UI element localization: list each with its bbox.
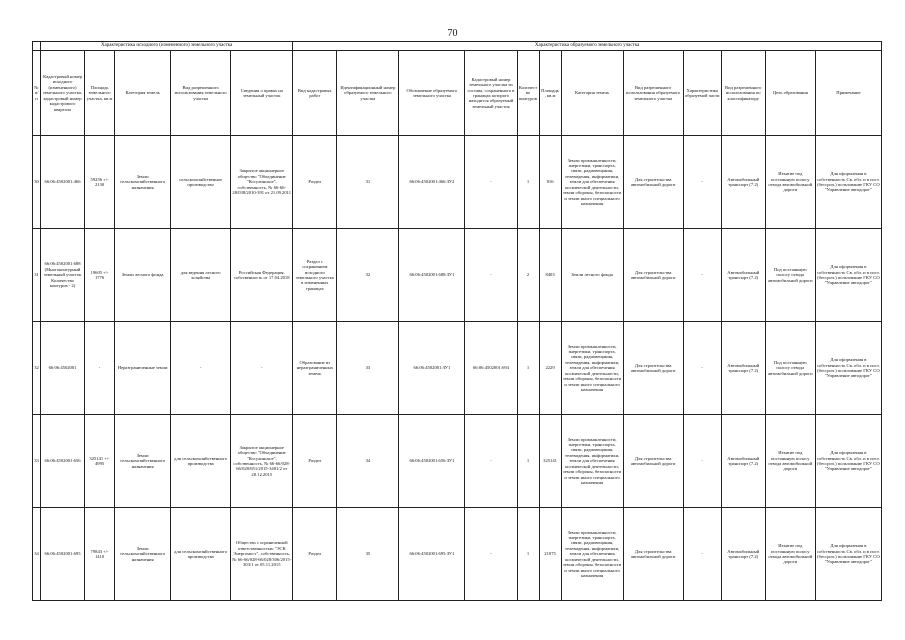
cell-note: Для оформления в собственность Св. обл. и в пост. (бессроч.) пользование ГКУ СО "Управление автодорог"	[815, 415, 881, 508]
cell-part: -	[683, 136, 721, 229]
cell-area: 59256 +/- 2130	[85, 136, 115, 229]
cell-work-type: Раздел	[293, 136, 337, 229]
cell-cadastral: 66:06:4502001:695	[41, 508, 85, 601]
cell-designation: 66:06:4502001:466:ЗУ2	[399, 136, 465, 229]
cell-parent-cadastral: -	[465, 229, 517, 322]
column-header: Цель образования	[765, 51, 815, 136]
cell-new-use: Для строительства автомобильной дороги	[623, 229, 683, 322]
column-header: Характеристика образуемой части	[683, 51, 721, 136]
group-header-row	[33, 42, 882, 51]
table-body	[33, 136, 882, 601]
column-header: Кадастровый номер земельного участка из состава, сохраненного в границах которого находится образуемый земельный участок	[465, 51, 517, 136]
cell-num: 31	[33, 229, 41, 322]
cell-note: Для оформления в собственность Св. обл. и в пост. (бессроч.) пользование ГКУ СО "Управление автодорог"	[815, 229, 881, 322]
cell-rights: -	[231, 322, 293, 415]
cell-classifier: Автомобильный транспорт (7.2)	[721, 415, 765, 508]
cell-note: Для оформления в собственность Св. обл. и в пост. (бессроч.) пользование ГКУ СО "Управление автодорог"	[815, 508, 881, 601]
cell-contours: 1	[517, 508, 539, 601]
cell-parent-cadastral: 66:06:4502001:694	[465, 322, 517, 415]
cell-contours: 1	[517, 322, 539, 415]
column-header: Вид разрешенного использования земельного участка	[171, 51, 231, 136]
cell-category: Неразграниченные земли	[115, 322, 171, 415]
column-header: Вид кадастровых работ	[293, 51, 337, 136]
cell-classifier: Автомобильный транспорт (7.2)	[721, 322, 765, 415]
cell-area: 79843 +/- 1410	[85, 508, 115, 601]
cell-num: 34	[33, 508, 41, 601]
column-header: Примечание	[815, 51, 881, 136]
column-header: Площадь, кв.м	[539, 51, 561, 136]
column-header: Сведения о правах на земельный участок	[231, 51, 293, 136]
cell-purpose: Изъятие под постоянную полосу отвода автомобильной дороги	[765, 415, 815, 508]
cell-designation: 66:06:4502001:656:ЗУ1	[399, 415, 465, 508]
group-header-source: Характеристика исходного (измененного) земельного участка	[41, 42, 293, 51]
cell-permitted-use: для сельскохозяйственного производства	[171, 415, 231, 508]
cell-part: -	[683, 229, 721, 322]
cell-id-number: 33	[337, 322, 399, 415]
cell-category: Земли сельскохозяйственного назначения	[115, 508, 171, 601]
cell-id-number: 34	[337, 415, 399, 508]
cell-new-category: Земли промышленности, энергетики, транспорта, связи, радиовещания, телевидения, информатики, земли для обеспечения космической деятельности, земли обороны, безопасности и земли иного специального назначения	[561, 415, 623, 508]
cell-new-area: 325141	[539, 415, 561, 508]
cell-rights: Общество с ограниченной ответственностью "ЭСК Энергомост", собственность, № 66-66/028-66/028/306/2015-303/1 от 05.11.2015	[231, 508, 293, 601]
cell-designation: 66:06:4502001:688:ЗУ1	[399, 229, 465, 322]
cell-note: Для оформления в собственность Св. обл. и в пост. (бессроч.) пользование ГКУ СО "Управление автодорог"	[815, 322, 881, 415]
column-header: Категория земель	[561, 51, 623, 136]
cell-work-type: Раздел	[293, 508, 337, 601]
cell-designation: 66:06:4502001:ЗУ1	[399, 322, 465, 415]
cell-rights: Закрытое акционерное общество "Объединение "Косулинское", собственность, № 66-66-28/038/2010-391 от 21.09.2011	[231, 136, 293, 229]
cell-new-category: Земли промышленности, энергетики, транспорта, связи, радиовещания, телевидения, информатики, земли для обеспечения космической деятельности, земли обороны, безопасности и земли иного специального назначения	[561, 136, 623, 229]
cell-rights: Российская Федерация, собственность от 17.04.2018	[231, 229, 293, 322]
cell-category: Земли сельскохозяйственного назначения	[115, 136, 171, 229]
cell-note: Для оформления в собственность Св. обл. и в пост. (бессроч.) пользование ГКУ СО "Управление автодорог"	[815, 136, 881, 229]
cell-classifier: Автомобильный транспорт (7.2)	[721, 508, 765, 601]
cell-cadastral: 66:06:4502001	[41, 322, 85, 415]
cell-num: 32	[33, 322, 41, 415]
cell-new-category: Земли промышленности, энергетики, транспорта, связи, радиовещания, телевидения, информатики, земли для обеспечения космической деятельности, земли обороны, безопасности и земли иного специального назначения	[561, 322, 623, 415]
column-header: № п/п	[33, 51, 41, 136]
cell-contours: 2	[517, 229, 539, 322]
cell-parent-cadastral: -	[465, 508, 517, 601]
cell-new-category: Земли лесного фонда	[561, 229, 623, 322]
cell-rights: Закрытое акционерное общество "Объединение "Косулинское", собственность, № 66-66/028-66/028/651/2015-3481/2 от 28.12.2015	[231, 415, 293, 508]
cell-new-area: 21075	[539, 508, 561, 601]
cell-permitted-use: для сельскохозяйственного производства	[171, 508, 231, 601]
column-header: Кадастровый номер исходного (измененного) земельного участка, кадастровый номер кадастрового квартала	[41, 51, 85, 136]
table-row	[33, 508, 882, 601]
page-number: 70	[447, 28, 458, 39]
cell-work-type: Раздел с сохранением исходного земельного участка в измененных границах	[293, 229, 337, 322]
cell-work-type: Раздел	[293, 415, 337, 508]
column-header: Идентификационный номер образуемого земельного участка	[337, 51, 399, 136]
cell-cadastral: 66:06:4502001:688 (Многоконтурный земельный участок Количество контуров - 2)	[41, 229, 85, 322]
cell-id-number: 32	[337, 229, 399, 322]
cell-purpose: Под постоянную полосу отвода автомобильной дороги	[765, 229, 815, 322]
group-header-blank	[33, 42, 41, 51]
column-header: Площадь земельного участка, кв.м	[85, 51, 115, 136]
cell-num: 33	[33, 415, 41, 508]
column-header: Вид разрешенного использования по классификатору	[721, 51, 765, 136]
column-header: Вид разрешенного использования образуемого земельного участка	[623, 51, 683, 136]
cell-new-area: 2229	[539, 322, 561, 415]
column-header: Категория земель	[115, 51, 171, 136]
cell-permitted-use: сельскохозяйственное производство	[171, 136, 231, 229]
cell-num: 30	[33, 136, 41, 229]
cell-new-use: Для строительства автомобильной дороги	[623, 415, 683, 508]
cell-parent-cadastral: -	[465, 415, 517, 508]
column-header: Количество контуров	[517, 51, 539, 136]
cell-new-category: Земли промышленности, энергетики, транспорта, связи, радиовещания, телевидения, информатики, земли для обеспечения космической деятельности, земли обороны, безопасности и земли иного специального назначения	[561, 508, 623, 601]
cell-category: Земли лесного фонда	[115, 229, 171, 322]
cell-permitted-use: -	[171, 322, 231, 415]
cell-classifier: Автомобильный транспорт (7.2)	[721, 136, 765, 229]
cell-contours: 1	[517, 136, 539, 229]
cell-purpose: Изъятие под постоянную полосу отвода автомобильной дороги	[765, 508, 815, 601]
cell-new-use: Для строительства автомобильной дороги	[623, 508, 683, 601]
cell-new-use: Для строительства автомобильной дороги	[623, 136, 683, 229]
cell-cadastral: 66:06:4502001:656	[41, 415, 85, 508]
cell-work-type: Образование из неразграниченных земель	[293, 322, 337, 415]
group-header-formed: Характеристика образуемого земельного участка	[293, 42, 882, 51]
cell-new-use: Для строительства автомобильной дороги	[623, 322, 683, 415]
cell-purpose: Под постоянную полосу отвода автомобильной дороги	[765, 322, 815, 415]
cell-new-area: 816	[539, 136, 561, 229]
column-header-row	[33, 51, 882, 136]
cell-id-number: 31	[337, 136, 399, 229]
cell-contours: 1	[517, 415, 539, 508]
table-row	[33, 136, 882, 229]
cell-part: -	[683, 322, 721, 415]
cell-part: -	[683, 415, 721, 508]
table-row	[33, 229, 882, 322]
table-row	[33, 415, 882, 508]
cell-classifier: Автомобильный транспорт (7.2)	[721, 229, 765, 322]
cell-category: Земли сельскохозяйственного назначения	[115, 415, 171, 508]
cell-cadastral: 66:06:4502001:466	[41, 136, 85, 229]
cell-designation: 66:06:4502001:695:ЗУ1	[399, 508, 465, 601]
cell-id-number: 35	[337, 508, 399, 601]
cell-purpose: Изъятие под постоянную полосу отвода автомобильной дороги	[765, 136, 815, 229]
cell-permitted-use: для ведения лесного хозяйства	[171, 229, 231, 322]
cell-area: 325141 +/- 4995	[85, 415, 115, 508]
cell-new-area: 8403	[539, 229, 561, 322]
land-plot-table	[32, 41, 882, 601]
table-row	[33, 322, 882, 415]
cell-area: -	[85, 322, 115, 415]
column-header: Обозначение образуемого земельного участка	[399, 51, 465, 136]
cell-area: 19605 +/- 1776	[85, 229, 115, 322]
cell-parent-cadastral: -	[465, 136, 517, 229]
cell-part: -	[683, 508, 721, 601]
